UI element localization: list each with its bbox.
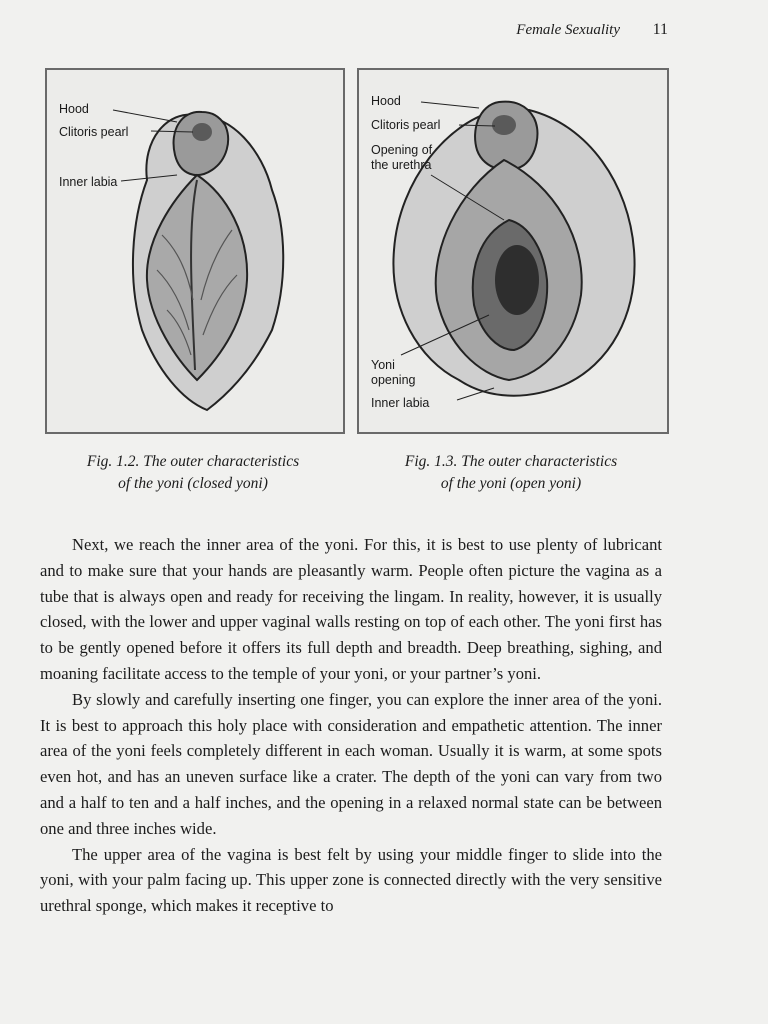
label-hood: Hood <box>371 94 401 108</box>
label-opening-urethra-line1: Opening of <box>371 143 433 157</box>
paragraph: The upper area of the vagina is best felt by using your middle finger to slide into the yoni, with your palm facing up. This upper zone is connected directly with the very sensitive urethral sponge, which makes it receptive to <box>40 844 662 916</box>
figure-caption-1-2 <box>45 451 341 495</box>
page-number: 11 <box>652 21 668 38</box>
label-inner-labia: Inner labia <box>371 396 430 410</box>
body-text <box>40 532 662 919</box>
label-yoni-opening <box>371 358 416 388</box>
label-opening-urethra <box>371 143 432 173</box>
paragraph: Next, we reach the inner area of the yoni. For this, it is best to use plenty of lubricant and to make sure that your hands are pleasantly warm. People often picture the vagina as a tube that is always open and ready for receiving the lingam. In reality, however, it is usually closed, with the lower and upper vaginal walls resting on top of each other. The yoni first has to be gently opened before it offers its full depth and breadth. Deep breathing, sighing, and moaning facilitate access to the temple of your yoni, or your partner’s yoni. <box>40 535 662 683</box>
paragraph: By slowly and carefully inserting one finger, you can explore the inner area of the yoni. It is best to approach this holy place with consideration and empathetic attention. The inner area of the yoni feels completely different in each woman. Usually it is warm, at some spots even hot, and has an uneven surface like a crater. The depth of the yoni can vary from two and a half to ten and a half inches, and the opening in a relaxed normal state can be between one and three inches wide. <box>40 689 662 838</box>
caption-1-2-line2: of the yoni (closed yoni) <box>118 475 268 492</box>
label-inner-labia: Inner labia <box>59 175 118 189</box>
label-clitoris-pearl: Clitoris pearl <box>59 125 129 139</box>
caption-1-3-line2: of the yoni (open yoni) <box>440 475 582 492</box>
label-hood: Hood <box>59 102 89 116</box>
label-opening-urethra-line2: the urethra <box>371 158 432 172</box>
figure-caption-1-3 <box>357 451 665 495</box>
label-yoni-opening-line2: opening <box>371 373 416 387</box>
label-yoni-opening-line1: Yoni <box>371 358 395 372</box>
running-header-title: Female Sexuality <box>516 22 620 38</box>
label-clitoris-pearl: Clitoris pearl <box>371 118 441 132</box>
caption-1-2-line1: Fig. 1.2. The outer characteristics <box>86 453 300 470</box>
figure-open-yoni <box>357 68 669 434</box>
figure-closed-yoni <box>45 68 345 434</box>
running-header <box>0 20 768 44</box>
caption-1-3-line1: Fig. 1.3. The outer characteristics <box>404 453 618 470</box>
